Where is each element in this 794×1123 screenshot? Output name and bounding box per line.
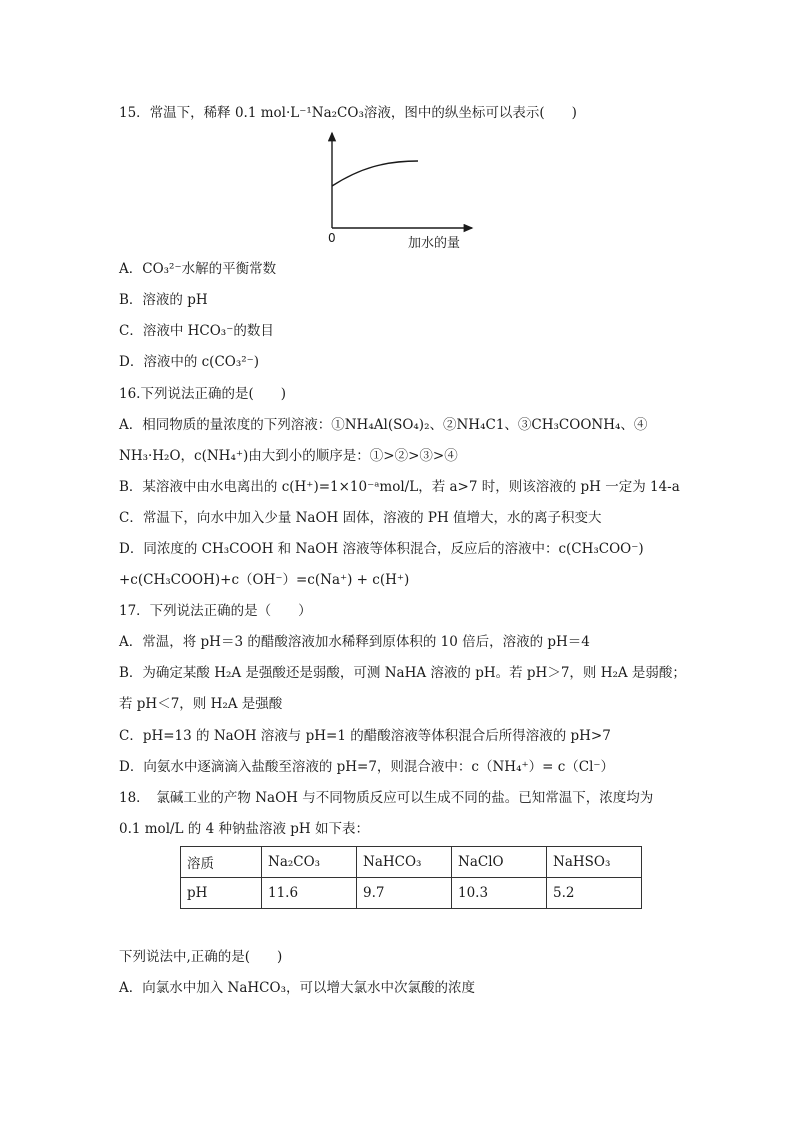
q15-option-c: C．溶液中 HCO₃⁻的数目: [119, 323, 274, 339]
table-cell: 11.6: [262, 878, 357, 909]
q17-option-c: C．pH=13 的 NaOH 溶液与 pH=1 的醋酸溶液等体积混合后所得溶液的 pH>7: [119, 728, 611, 744]
table-cell: 9.7: [357, 878, 452, 909]
q18-ph-table: [180, 846, 642, 909]
q17-option-a: A．常温，将 pH＝3 的醋酸溶液加水稀释到原体积的 10 倍后，溶液的 pH＝4: [119, 634, 590, 650]
table-cell: 10.3: [452, 878, 547, 909]
q16-option-a-cont: NH₃·H₂O，c(NH₄⁺)由大到小的顺序是：①>②>③>④: [119, 448, 458, 464]
q15-option-d: D．溶液中的 c(CO₃²⁻): [119, 354, 260, 370]
q16-option-c: C．常温下，向水中加入少量 NaOH 固体，溶液的 PH 值增大，水的离子积变大: [119, 510, 602, 526]
q17-option-d: D．向氨水中逐滴滴入盐酸至溶液的 pH=7，则混合液中：c（NH₄⁺）= c（Cl⁻）: [119, 759, 615, 775]
table-cell: NaClO: [452, 847, 547, 878]
table-cell: 溶质: [181, 847, 262, 878]
q15-stem: 15．常温下，稀释 0.1 mol·L⁻¹Na₂CO₃溶液，图中的纵坐标可以表示( ): [119, 105, 577, 121]
q15-option-b: B．溶液的 pH: [119, 292, 208, 308]
q17-option-b-cont: 若 pH＜7，则 H₂A 是强酸: [119, 696, 283, 712]
q18-option-a: A．向氯水中加入 NaHCO₃，可以增大氯水中次氯酸的浓度: [119, 980, 475, 996]
q16-option-d-cont: +c(CH₃COOH)+c（OH⁻）=c(Na⁺) + c(H⁺): [119, 572, 410, 588]
q16-option-d: D．同浓度的 CH₃COOH 和 NaOH 溶液等体积混合，反应后的溶液中：c(CH₃COO⁻): [119, 541, 644, 557]
q18-stem: 下列说法中,正确的是( ): [119, 949, 283, 965]
q18-intro-line1: 18． 氯碱工业的产物 NaOH 与不同物质反应可以生成不同的盐。已知常温下，浓度均为: [119, 790, 654, 806]
q16-option-a: A．相同物质的量浓度的下列溶液：①NH₄Al(SO₄)₂、②NH₄C1、③CH₃COONH₄、④: [119, 417, 648, 433]
table-cell: Na₂CO₃: [262, 847, 357, 878]
table-row: [181, 878, 642, 909]
q15-graph-origin-label: 0: [328, 231, 336, 245]
q16-stem: 16.下列说法正确的是( ): [119, 386, 287, 402]
table-header-row: [181, 847, 642, 878]
q16-option-b: B．某溶液中由水电离出的 c(H⁺)=1×10⁻ᵃmol/L，若 a>7 时，则该溶液的 pH 一定为 14-a: [119, 479, 680, 495]
table-cell: pH: [181, 878, 262, 909]
q18-intro-line2: 0.1 mol/L 的 4 种钠盐溶液 pH 如下表：: [119, 821, 369, 837]
table-cell: NaHCO₃: [357, 847, 452, 878]
q15-graph-x-label: 加水的量: [408, 236, 461, 251]
table-cell: NaHSO₃: [547, 847, 642, 878]
q17-stem: 17．下列说法正确的是（ ）: [119, 603, 312, 619]
q15-curve: [332, 161, 418, 186]
table-cell: 5.2: [547, 878, 642, 909]
q17-option-b: B．为确定某酸 H₂A 是强酸还是弱酸，可测 NaHA 溶液的 pH。若 pH＞7，则 H₂A 是弱酸；: [119, 665, 686, 681]
q15-option-a: A．CO₃²⁻水解的平衡常数: [119, 261, 277, 277]
